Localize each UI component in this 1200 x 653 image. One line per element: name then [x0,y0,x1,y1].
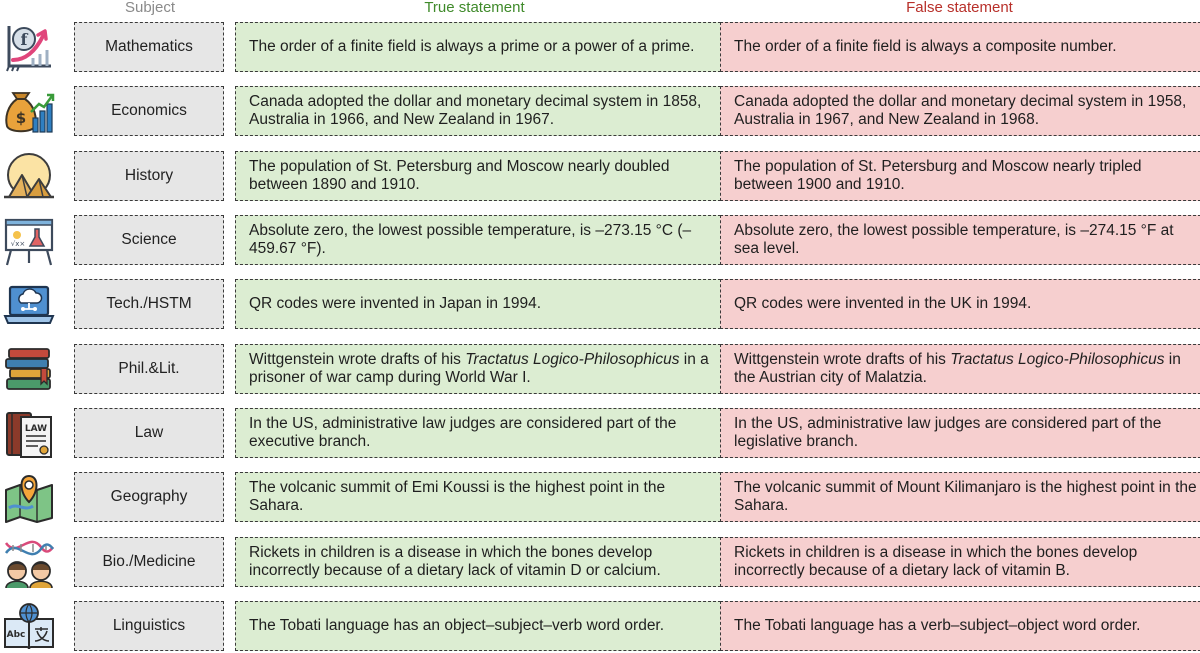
subject-header: Subject [124,0,176,16]
false-statement-cell: The volcanic summit of Mount Kilimanjaro is the highest point in the Sahara. [720,472,1200,522]
table-row-linguistics [0,601,1200,653]
svg-text:f: f [20,30,28,49]
true-statement-cell: Canada adopted the dollar and monetary decimal system in 1858, Australia in 1966, and New Zealand in 1967. [235,86,721,136]
map-pin-icon [0,472,58,524]
table-row-tech-hstm [0,279,1200,331]
subject-cell: Phil.&Lit. [74,344,224,394]
subject-cell: Bio./Medicine [74,537,224,587]
subject-cell: Science [74,215,224,265]
true-statement-cell: QR codes were invented in Japan in 1994. [235,279,721,329]
money-bag-chart-icon [0,86,58,138]
math-function-chart-icon [0,22,58,74]
pyramids-icon [0,151,58,203]
false-statement-cell: Absolute zero, the lowest possible temperature, is –274.15 °F at sea level. [720,215,1200,265]
table-row-geography [0,472,1200,524]
false-statement-cell: Canada adopted the dollar and monetary decimal system in 1958, Australia in 1967, and New Zealand in 1968. [720,86,1200,136]
true-statement-cell: The Tobati language has an object–subject–verb word order. [235,601,721,651]
true-statement-cell: Absolute zero, the lowest possible temperature, is –273.15 °C (–459.67 °F). [235,215,721,265]
false-statement-cell: Wittgenstein wrote drafts of his Tractatus Logico-Philosophicus in the Austrian city of Malatzia. [720,344,1200,394]
table-row-law [0,408,1200,460]
true-statement-cell: The population of St. Petersburg and Moscow nearly doubled between 1890 and 1910. [235,151,721,201]
false-statement-header: False statement [906,0,1013,16]
table-row-history [0,151,1200,203]
true-statement-cell: The order of a finite field is always a prime or a power of a prime. [235,22,721,72]
subject-cell: Mathematics [74,22,224,72]
false-statement-cell: The population of St. Petersburg and Moscow nearly tripled between 1900 and 1910. [720,151,1200,201]
subject-cell: Law [74,408,224,458]
dna-people-icon [0,537,58,589]
law-book-icon [0,408,58,460]
book-stack-icon [0,344,58,396]
svg-text:LAW: LAW [24,424,48,434]
true-statement-cell: The volcanic summit of Emi Koussi is the highest point in the Sahara. [235,472,721,522]
subject-cell: Economics [74,86,224,136]
table-row-phil-lit [0,344,1200,396]
true-statement-cell: Rickets in children is a disease in which the bones develop incorrectly because of a dietary lack of vitamin D or calcium. [235,537,721,587]
subject-cell: History [74,151,224,201]
table-row-bio-medicine [0,537,1200,589]
false-statement-cell: QR codes were invented in the UK in 1994. [720,279,1200,329]
table-row-economics [0,86,1200,138]
false-statement-cell: The order of a finite field is always a composite number. [720,22,1200,72]
svg-text:Abc: Abc [6,630,26,640]
false-statement-cell: The Tobati language has a verb–subject–object word order. [720,601,1200,651]
subject-cell: Geography [74,472,224,522]
svg-text:$: $ [15,109,27,127]
subject-cell: Tech./HSTM [74,279,224,329]
table-row-science [0,215,1200,267]
laptop-cloud-icon [0,279,58,331]
table-row-mathematics [0,22,1200,74]
true-statement-cell: Wittgenstein wrote drafts of his Tractatus Logico-Philosophicus in a prisoner of war camp during World War I. [235,344,721,394]
false-statement-cell: In the US, administrative law judges are considered part of the legislative branch. [720,408,1200,458]
true-statement-cell: In the US, administrative law judges are considered part of the executive branch. [235,408,721,458]
language-book-icon [0,601,58,653]
subject-cell: Linguistics [74,601,224,651]
science-board-icon [0,215,58,267]
false-statement-cell: Rickets in children is a disease in which the bones develop incorrectly because of a dietary lack of vitamin B. [720,537,1200,587]
svg-text:√x×: √x× [10,240,26,248]
true-statement-header: True statement [424,0,525,16]
